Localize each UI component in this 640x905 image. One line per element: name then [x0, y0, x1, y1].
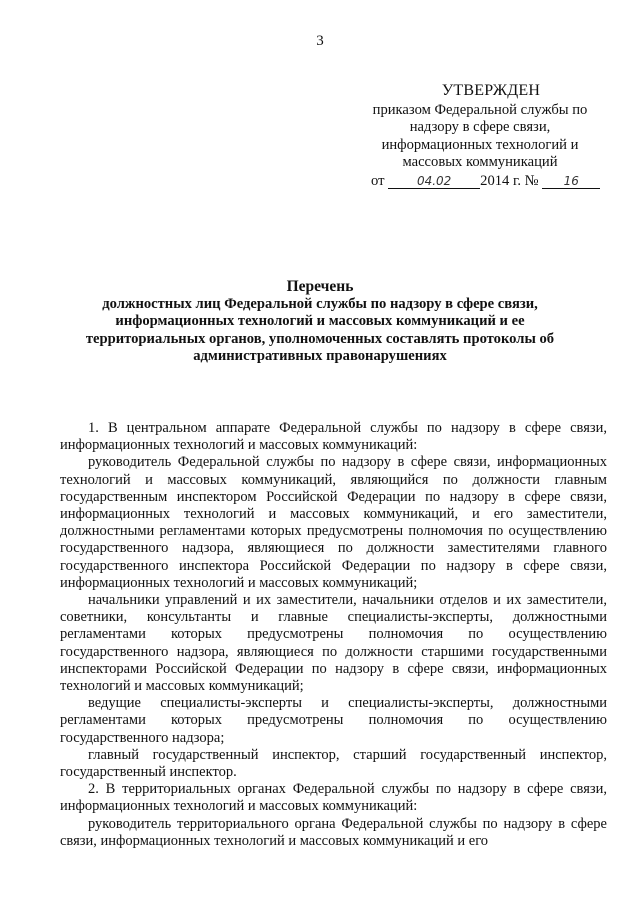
order-year-number: 2014 г. № [480, 172, 539, 189]
paragraph: начальники управлений и их заместители, начальники отделов и их заместители, советники, консультанты и главные специалисты-эксперты, должностными регламентами которых предусмотрены полномочия по осуществлению государственного надзора, являющиеся по должности старшими государственными инспекторами Российской Федерации по надзору в сфере связи, информационных технологий и массовых коммуникаций; [60, 592, 607, 695]
title-line: административных правонарушениях [193, 347, 447, 364]
paragraph: главный государственный инспектор, старший государственный инспектор, государственный инспектор. [60, 746, 607, 781]
paragraph: руководитель территориального органа Федеральной службы по надзору в сфере связи, информационных технологий и массовых коммуникаций и его [60, 815, 607, 849]
order-date-line [340, 173, 620, 191]
paragraph: 1. В центральном аппарате Федеральной службы по надзору в сфере связи, информационных технологий и массовых коммуникаций: [60, 420, 607, 454]
approval-line: надзору в сфере связи, [409, 119, 551, 135]
date-prefix: от [371, 172, 385, 189]
paragraph: 2. В территориальных органах Федеральной службы по надзору в сфере связи, информационных технологий и массовых коммуникаций: [60, 781, 607, 815]
paragraph: ведущие специалисты-эксперты и специалисты-эксперты, должностными регламентами которых предусмотрены полномочия по осуществлению государственного надзора; [60, 695, 607, 746]
title-heading: Перечень [286, 278, 354, 295]
approval-line: приказом Федеральной службы по [372, 101, 588, 118]
document-title [60, 278, 580, 365]
title-line: должностных лиц Федеральной службы по надзору в сфере связи, [102, 296, 538, 313]
approval-line: массовых коммуникаций [402, 154, 558, 170]
approval-line: информационных технологий и [381, 136, 579, 153]
document-body [60, 420, 607, 850]
approved-heading: УТВЕРЖДЕН [441, 82, 541, 99]
title-line: территориальных органов, уполномоченных составлять протоколы об [85, 330, 555, 347]
page-number: 3 [316, 33, 324, 49]
handwritten-date: 04.02 [388, 174, 480, 189]
title-line: информационных технологий и массовых коммуникаций и ее [115, 313, 525, 330]
approval-stamp [340, 82, 620, 190]
handwritten-order-number: 16 [542, 174, 600, 189]
paragraph: руководитель Федеральной службы по надзору в сфере связи, информационных технологий и массовых коммуникаций, являющийся по должности главным государственным инспектором Российской Федерации по надзору в сфере связи, информационных технологий и массовых коммуникаций, и его заместители, должностными регламентами которых предусмотрены полномочия по осуществлению государственного надзора, являющиеся по должности заместителями главного государственного инспектора Российской Федерации по надзору в сфере связи, информационных технологий и массовых коммуникаций; [60, 454, 607, 591]
